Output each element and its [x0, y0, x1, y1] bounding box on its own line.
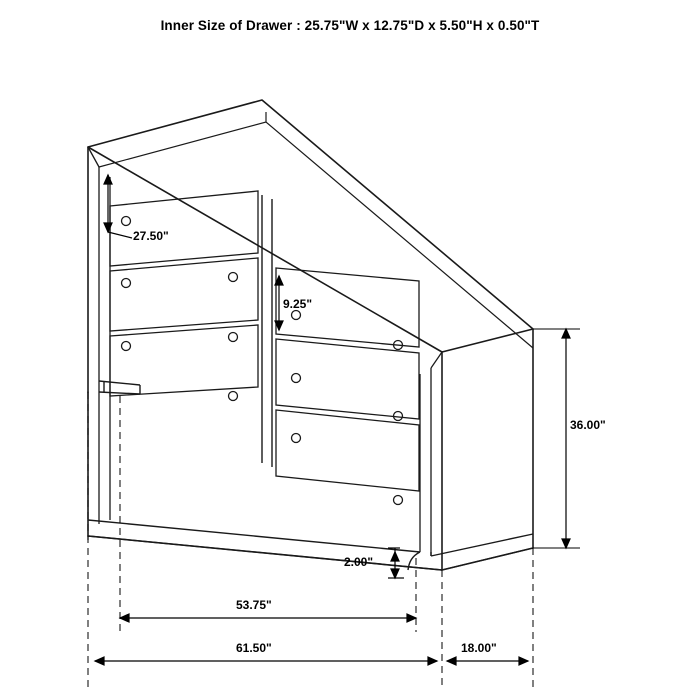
knob-icon [122, 342, 131, 351]
label-base-height: 2.00" [344, 555, 374, 569]
knob-icon [122, 217, 131, 226]
dimension-depth [447, 657, 528, 665]
dimension-drawer-width [104, 175, 132, 238]
page-title: Inner Size of Drawer : 25.75"W x 12.75"D x 5.50"H x 0.50"T [160, 18, 540, 33]
knob-icon [229, 392, 238, 401]
drawer-left-2[interactable] [110, 258, 258, 331]
label-depth: 18.00" [461, 641, 497, 655]
drawer-right-3[interactable] [276, 410, 419, 491]
knob-icon [292, 434, 301, 443]
knob-icon [292, 311, 301, 320]
case-outline [88, 100, 533, 570]
dimension-overall-height [562, 329, 570, 548]
label-inner-width: 53.75" [236, 598, 272, 612]
label-overall-width: 61.50" [236, 641, 272, 655]
drawer-right-2[interactable] [276, 339, 419, 419]
dimension-inner-width [120, 614, 416, 622]
label-drawer-height: 9.25" [283, 297, 313, 311]
knob-icon [122, 279, 131, 288]
dimension-base-height [388, 548, 404, 578]
extension-lines [88, 329, 580, 690]
knob-icon [229, 273, 238, 282]
knob-icon [229, 333, 238, 342]
center-divider [262, 195, 272, 467]
label-overall-height: 36.00" [570, 418, 606, 432]
knob-icon [292, 374, 301, 383]
label-drawer-width: 27.50" [133, 229, 169, 243]
dimension-overall-width [95, 657, 437, 665]
case-front-frame [88, 147, 442, 556]
knob-icon [394, 496, 403, 505]
drawer-left-3[interactable] [110, 325, 258, 396]
